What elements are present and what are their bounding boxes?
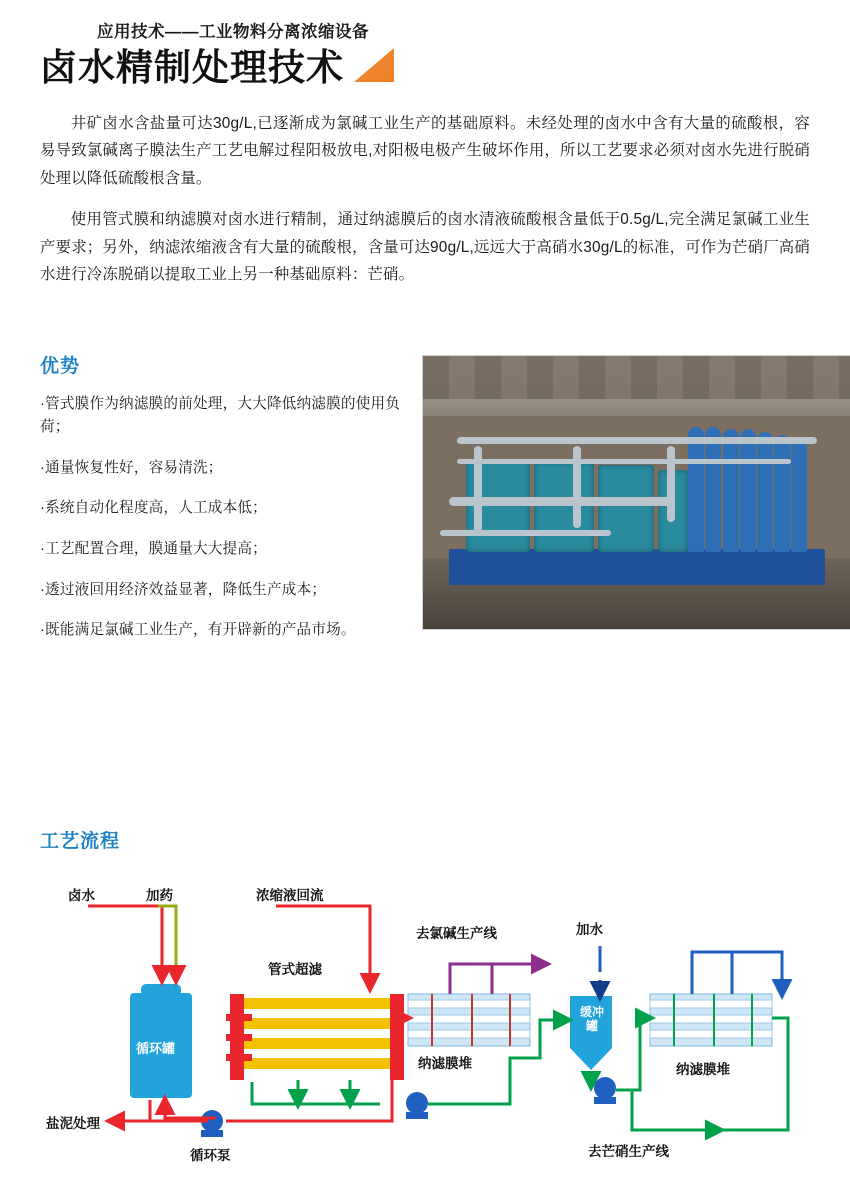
list-item: ·透过液回用经济效益显著，降低生产成本； <box>40 581 327 598</box>
label-to-mirabilite: 去芒硝生产线 <box>588 1144 669 1159</box>
nf-stack-2-shape <box>650 994 772 1046</box>
label-brine: 卤水 <box>68 888 95 903</box>
advantages-heading: 优势 <box>40 355 81 377</box>
label-add-water: 加水 <box>576 922 603 937</box>
label-buffer-tank: 缓冲罐 <box>579 1005 604 1033</box>
label-salt-sludge: 盐泥处理 <box>46 1116 100 1131</box>
label-dosing: 加药 <box>146 888 173 903</box>
label-circulation-tank: 循环罐 <box>136 1041 176 1056</box>
nf-stack-1-shape <box>408 994 530 1046</box>
list-item: ·通量恢复性好，容易清洗； <box>40 459 223 476</box>
label-tubular-uf: 管式超滤 <box>268 962 322 977</box>
process-flow-heading: 工艺流程 <box>40 831 121 852</box>
label-nf-stack-2: 纳滤膜堆 <box>676 1062 730 1077</box>
page-title-row <box>40 48 810 88</box>
equipment-photo <box>422 355 850 630</box>
label-circulation-pump: 循环泵 <box>190 1148 231 1163</box>
intro-paragraph-2: 使用管式膜和纳滤膜对卤水进行精制，通过纳滤膜后的卤水清液硫酸根含量低于0.5g/L,完全满足氯碱工业生产要求；另外，纳滤浓缩液含有大量的硫酸根，含量可达90g/L,远远大于高硝水30g/L的标准，可作为芒硝厂高硝水进行冷冻脱硝以提取工业上另一种基础原料：芒硝。 <box>40 211 810 284</box>
label-nf-stack-1: 纳滤膜堆 <box>418 1056 472 1071</box>
process-flow-diagram <box>40 868 810 1168</box>
pump-3-shape <box>594 1077 616 1104</box>
pump-2-shape <box>406 1092 428 1119</box>
intro-paragraph-1: 井矿卤水含盐量可达30g/L,已逐渐成为氯碱工业生产的基础原料。未经处理的卤水中含有大量的硫酸根，容易导致氯碱离子膜法生产工艺电解过程阳极放电,对阳极电极产生破坏作用，所以工艺要求必须对卤水先进行脱硝处理以降低硫酸根含量。 <box>40 115 810 187</box>
advantages-list <box>40 393 412 660</box>
label-to-chlor-alkali: 去氯碱生产线 <box>416 926 497 941</box>
orange-triangle-icon <box>354 48 394 82</box>
advantages-section <box>40 351 810 651</box>
label-concentrate-return: 浓缩液回流 <box>256 888 324 903</box>
list-item: ·系统自动化程度高，人工成本低； <box>40 500 267 517</box>
list-item: ·管式膜作为纳滤膜的前处理，大大降低纳滤膜的使用负荷； <box>40 395 401 436</box>
page-subtitle: 应用技术——工业物料分离浓缩设备 <box>97 23 369 41</box>
page-title: 卤水精制处理技术 <box>40 47 344 89</box>
list-item: ·既能满足氯碱工业生产，有开辟新的产品市场。 <box>40 622 356 639</box>
circulation-pump-shape <box>201 1110 223 1137</box>
list-item: ·工艺配置合理，膜通量大大提高； <box>40 541 267 558</box>
flow-diagram-svg <box>40 868 810 1168</box>
tubular-uf-shape <box>226 994 404 1080</box>
